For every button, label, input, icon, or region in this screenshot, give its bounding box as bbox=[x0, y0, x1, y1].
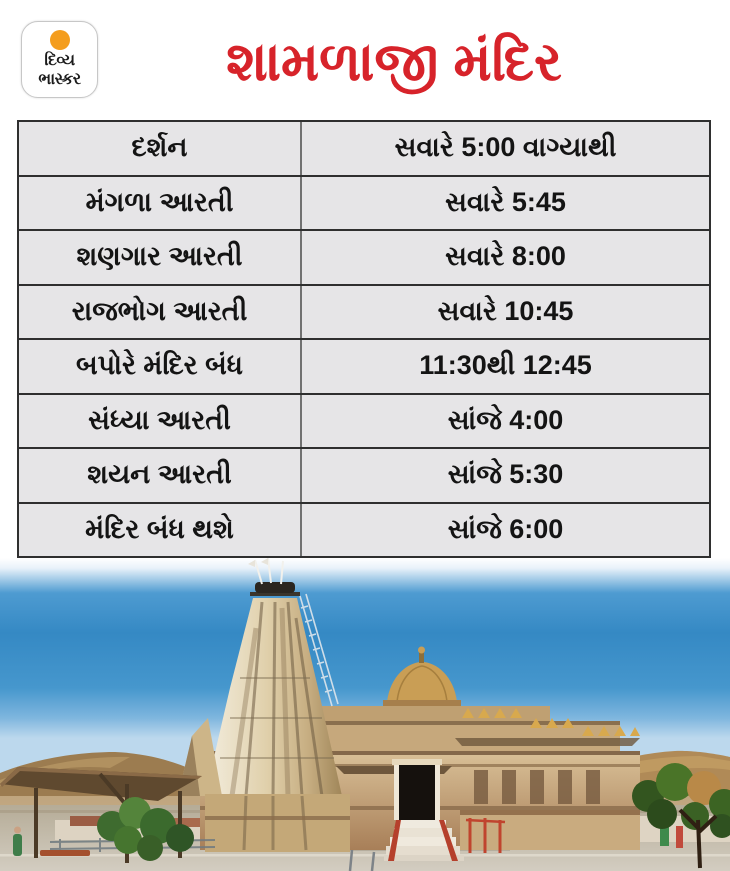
row-label: બપોરે મંદિર બંધ bbox=[75, 350, 243, 381]
row-label: દર્શન bbox=[131, 132, 188, 163]
table-row bbox=[19, 395, 709, 450]
divya-bhaskar-logo bbox=[21, 21, 98, 98]
logo-text-line2: ભાસ્કર bbox=[38, 71, 81, 88]
row-label: મંગળા આરતી bbox=[85, 186, 234, 217]
row-label: સંધ્યા આરતી bbox=[88, 404, 231, 435]
table-row bbox=[19, 449, 709, 504]
row-value: સવારે 5:00 વાગ્યાથી bbox=[300, 122, 709, 175]
row-value: સવારે 8:00 bbox=[300, 231, 709, 284]
logo-text-line1: દિવ્ય bbox=[44, 52, 75, 69]
temple-doorway bbox=[392, 759, 442, 820]
table-row bbox=[19, 340, 709, 395]
row-value: સવારે 10:45 bbox=[300, 286, 709, 339]
row-label: શયન આરતી bbox=[87, 459, 232, 490]
row-value: સવારે 5:45 bbox=[300, 177, 709, 230]
table-row bbox=[19, 231, 709, 286]
table-row bbox=[19, 122, 709, 177]
table-row bbox=[19, 177, 709, 232]
table-row bbox=[19, 504, 709, 557]
row-value: સાંજે 6:00 bbox=[300, 504, 709, 557]
temple-schedule-table bbox=[17, 120, 711, 558]
row-value: સાંજે 4:00 bbox=[300, 395, 709, 448]
row-label: રાજભોગ આરતી bbox=[71, 295, 248, 326]
sun-icon bbox=[50, 30, 70, 50]
shamlaji-temple-photo bbox=[0, 558, 730, 871]
row-label: મંદિર બંધ થશે bbox=[85, 513, 234, 544]
row-label: શણગાર આરતી bbox=[76, 241, 243, 272]
table-row bbox=[19, 286, 709, 341]
page-title: શામળાજી મંદિર bbox=[226, 31, 562, 92]
row-value: સાંજે 5:30 bbox=[300, 449, 709, 502]
person bbox=[13, 827, 22, 857]
row-value: 11:30થી 12:45 bbox=[300, 340, 709, 393]
bench bbox=[40, 850, 90, 856]
